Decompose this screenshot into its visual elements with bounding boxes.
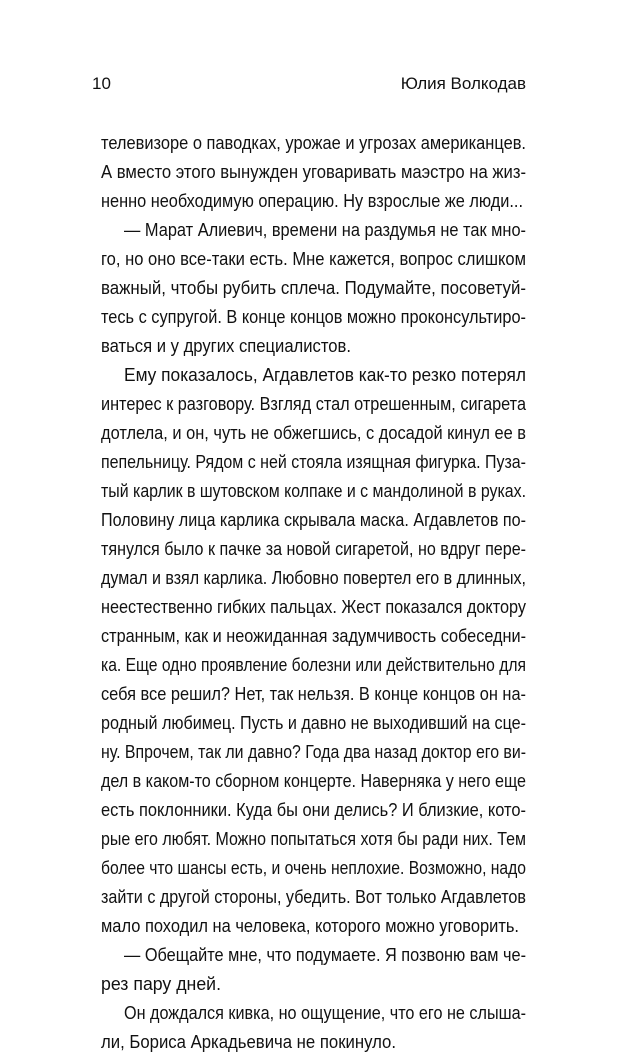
text-line: ненно необходимую операцию. Ну взрослые же люди... [101,190,523,211]
text-line: А вместо этого вынужден уговаривать маэстро на жиз- [101,161,526,182]
text-line: дотлела, и он, чуть не обжегшись, с досадой кинул ее в [101,422,526,443]
text-line: ли, Бориса Аркадьевича не покинуло. [101,1031,396,1052]
text-line: рые его любят. Можно попытаться хотя бы ради них. Тем [101,828,526,849]
text-line: неестественно гибких пальцах. Жест показался доктору [101,596,526,617]
text-line: дел в каком-то сборном концерте. Наверняка у него еще [101,770,526,791]
page-header [92,72,526,96]
text-line: тесь с супругой. В конце концов можно проконсультиро- [101,306,526,327]
text-line: Половину лица карлика скрывала маска. Агдавлетов по- [101,509,526,530]
text-line: го, но оно все-таки есть. Мне кажется, вопрос слишком [101,248,526,269]
text-line: более что шансы есть, и очень неплохие. Возможно, надо [101,857,526,878]
text-line: — Марат Алиевич, времени на раздумья не так мно- [124,219,526,240]
text-line: пепельницу. Рядом с ней стояла изящная фигурка. Пуза- [101,451,526,472]
text-line: Ему показалось, Агдавлетов как-то резко потерял [124,364,526,385]
text-line: родный любимец. Пусть и давно не выходивший на сце- [101,712,526,733]
text-line: Он дождался кивка, но ощущение, что его не слыша- [124,1002,526,1023]
text-line: ка. Еще одно проявление болезни или действительно для [101,654,526,675]
text-line: мало походил на человека, которого можно уговорить. [101,915,519,936]
text-line: телевизоре о паводках, урожае и угрозах американцев. [101,132,526,153]
text-line: рез пару дней. [101,973,221,994]
text-line: важный, чтобы рубить сплеча. Подумайте, посоветуй- [101,277,526,298]
text-line: интерес к разговору. Взгляд стал отрешенным, сигарета [101,393,526,414]
text-line: странным, как и неожиданная задумчивость собеседни- [101,625,526,646]
text-line: ну. Впрочем, так ли давно? Года два назад доктор его ви- [101,741,526,762]
text-line: зайти с другой стороны, убедить. Вот только Агдавлетов [101,886,526,907]
text-line: есть поклонники. Куда бы они делись? И близкие, кото- [101,799,526,820]
text-line: думал и взял карлика. Любовно повертел его в длинных, [101,567,526,588]
text-line: тянулся было к пачке за новой сигаретой, но вдруг пере- [101,538,526,559]
page-number: 10 [92,74,111,93]
running-head: Юлия Волкодав [400,74,526,93]
text-line: — Обещайте мне, что подумаете. Я позвоню вам че- [124,944,526,965]
text-line: ваться и у других специалистов. [101,335,351,356]
text-line: себя все решил? Нет, так нельзя. В конце концов он на- [101,683,526,704]
text-line: тый карлик в шутовском колпаке и с мандолиной в руках. [101,480,526,501]
